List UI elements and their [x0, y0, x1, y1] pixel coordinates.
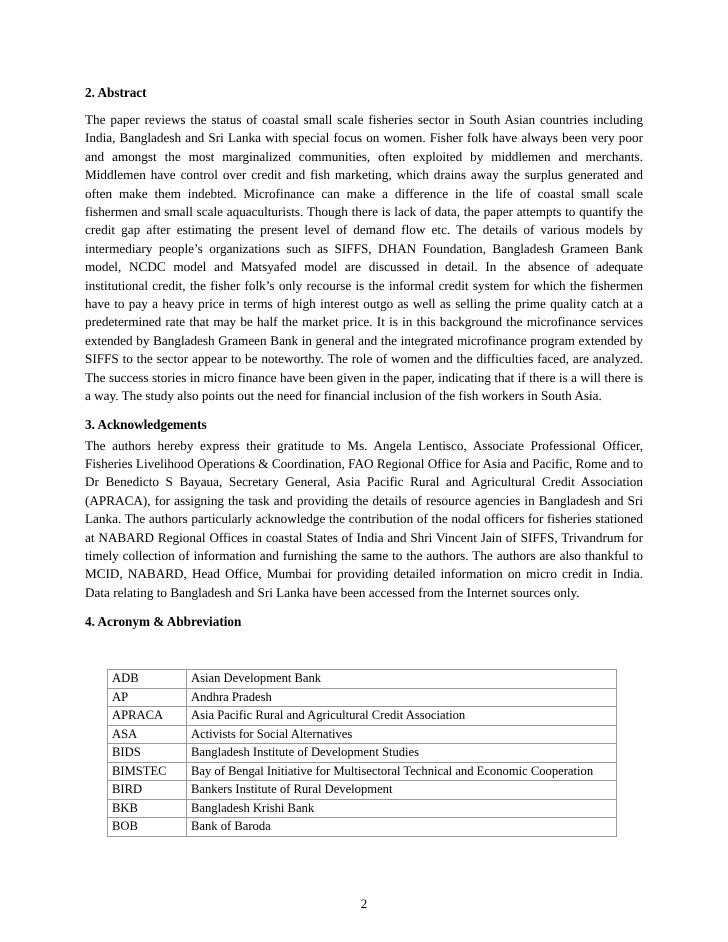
table-row — [108, 670, 617, 689]
meaning-cell: Bangladesh Krishi Bank — [187, 799, 617, 818]
meaning-cell: Bankers Institute of Rural Development — [187, 781, 617, 800]
table-row — [108, 781, 617, 800]
table-row — [108, 688, 617, 707]
meaning-cell: Bay of Bengal Initiative for Multisectoral Technical and Economic Cooperation — [187, 762, 617, 781]
meaning-cell: Bank of Baroda — [187, 818, 617, 837]
acknowledgements-paragraph: The authors hereby express their gratitude to Ms. Angela Lentisco, Associate Professional Officer, Fisheries Livelihood Operations & Coordination, FAO Regional Office for Asia and Pacific, Rome and to Dr Benedicto S Bayaua, Secretary General, Asia Pacific Rural and Agricultural Credit Association (APRACA), for assigning the task and providing the details of resource agencies in Bangladesh and Sri Lanka. The authors particularly acknowledge the contribution of the nodal officers for fisheries stationed at NABARD Regional Offices in coastal States of India and Shri Vincent Jain of SIFFS, Trivandrum for timely collection of information and furnishing the same to the authors. The authors are also thankful to MCID, NABARD, Head Office, Mumbai for providing detailed information on micro credit in India. Data relating to Bangladesh and Sri Lanka have been accessed from the Internet sources only. — [85, 437, 643, 600]
acronym-cell: AP — [108, 688, 187, 707]
page-content — [85, 85, 643, 630]
acronym-cell: BOB — [108, 818, 187, 837]
abstract-paragraph: The paper reviews the status of coastal small scale fisheries sector in South Asian countries including India, Bangladesh and Sri Lanka with special focus on women. Fisher folk have always been very poor and amongst the most marginalized communities, often exploited by middlemen and merchants. Middlemen have control over credit and fish marketing, which drains away the surplus generated and often make them indebted. Microfinance can make a difference in the life of coastal small scale fishermen and small scale aquaculturists. Though there is lack of data, the paper attempts to quantify the credit gap after estimating the present level of demand flow etc. The details of various models by intermediary people’s organizations such as SIFFS, DHAN Foundation, Bangladesh Grameen Bank model, NCDC model and Matsyafed model are discussed in detail. In the absence of adequate institutional credit, the fisher folk’s only recourse is the informal credit system for which the fishermen have to pay a heavy price in terms of high interest outgo as well as selling the prime quality catch at a predetermined rate that may be half the market price. It is in this background the microfinance services extended by Bangladesh Grameen Bank in general and the integrated microfinance program extended by SIFFS to the sector appear to be noteworthy. The role of women and the difficulties faced, are analyzed. The success stories in micro finance have been given in the paper, indicating that if there is a will there is a way. The study also points out the need for financial inclusion of the fish workers in South Asia. — [85, 112, 643, 404]
page-number: 2 — [360, 896, 368, 911]
acronym-cell: BIMSTEC — [108, 762, 187, 781]
acronym-cell: BIRD — [108, 781, 187, 800]
table-row — [108, 818, 617, 837]
acronym-cell: ADB — [108, 670, 187, 689]
abstract-heading: 2. Abstract — [85, 85, 147, 100]
meaning-cell: Asia Pacific Rural and Agricultural Credit Association — [187, 707, 617, 726]
acronyms-heading: 4. Acronym & Abbreviation — [85, 614, 242, 630]
meaning-cell: Activists for Social Alternatives — [187, 725, 617, 744]
acronym-cell: BKB — [108, 799, 187, 818]
acronym-cell: BIDS — [108, 744, 187, 763]
table-row — [108, 725, 617, 744]
meaning-cell: Andhra Pradesh — [187, 688, 617, 707]
acronym-table — [107, 669, 617, 837]
meaning-cell: Asian Development Bank — [187, 670, 617, 689]
acronym-cell: ASA — [108, 725, 187, 744]
meaning-cell: Bangladesh Institute of Development Studies — [187, 744, 617, 763]
table-row — [108, 762, 617, 781]
table-row — [108, 799, 617, 818]
acknowledgements-heading: 3. Acknowledgements — [85, 416, 207, 432]
table-row — [108, 744, 617, 763]
acronym-cell: APRACA — [108, 707, 187, 726]
table-row — [108, 707, 617, 726]
